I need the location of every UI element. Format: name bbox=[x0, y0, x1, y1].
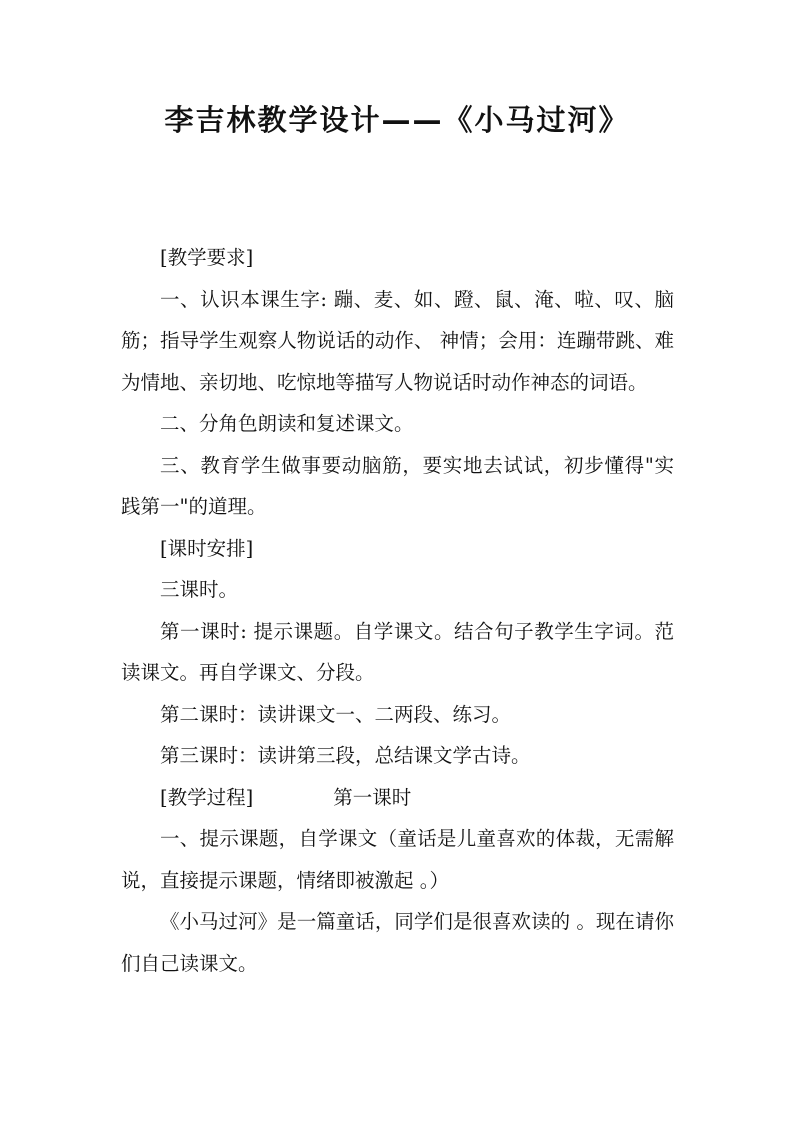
paragraph-requirement-1: 一、认识本课生字: 蹦、麦、如、蹬、鼠、淹、啦、叹、脑筋；指导学生观察人物说话的动作、 神情；会用：连蹦带跳、难为情地、亲切地、吃惊地等描写人物说话时动作神态的词语。 bbox=[121, 287, 674, 394]
section-heading-requirements: [教学要求] bbox=[160, 246, 254, 269]
paragraph-requirement-2: 二、分角色朗读和复述课文。 bbox=[160, 412, 414, 435]
paragraph-process-intro: 《小马过河》是一篇童话，同学们是很喜欢读的 。现在请你们自己读课文。 bbox=[121, 910, 674, 975]
paragraph-process-step-1: 一、提示课题，自学课文（童话是儿童喜欢的体裁，无需解说，直接提示课题，情绪即被激起 。） bbox=[121, 827, 674, 892]
section-heading-schedule: [课时安排] bbox=[160, 536, 254, 560]
paragraph-lesson-2: 第二课时：读讲课文一、二两段、练习。 bbox=[160, 702, 512, 726]
paragraph-schedule-total: 三课时。 bbox=[160, 578, 239, 601]
process-heading: [教学过程] bbox=[160, 785, 254, 809]
paragraph-lesson-1: 第一课时: 提示课题。自学课文。结合句子教学生字词。范读课文。再自学课文、分段。 bbox=[121, 619, 674, 684]
process-lesson-label: 第一课时 bbox=[333, 785, 412, 809]
document-title: 李吉林教学设计——《小马过河》 bbox=[164, 103, 630, 137]
document-body bbox=[121, 237, 674, 984]
paragraph-requirement-3: 三、教育学生做事要动脑筋，要实地去试试，初步懂得"实践第一"的道理。 bbox=[121, 453, 674, 518]
paragraph-lesson-3: 第三课时：读讲第三段，总结课文学古诗。 bbox=[160, 744, 531, 767]
section-heading-process bbox=[121, 777, 674, 819]
